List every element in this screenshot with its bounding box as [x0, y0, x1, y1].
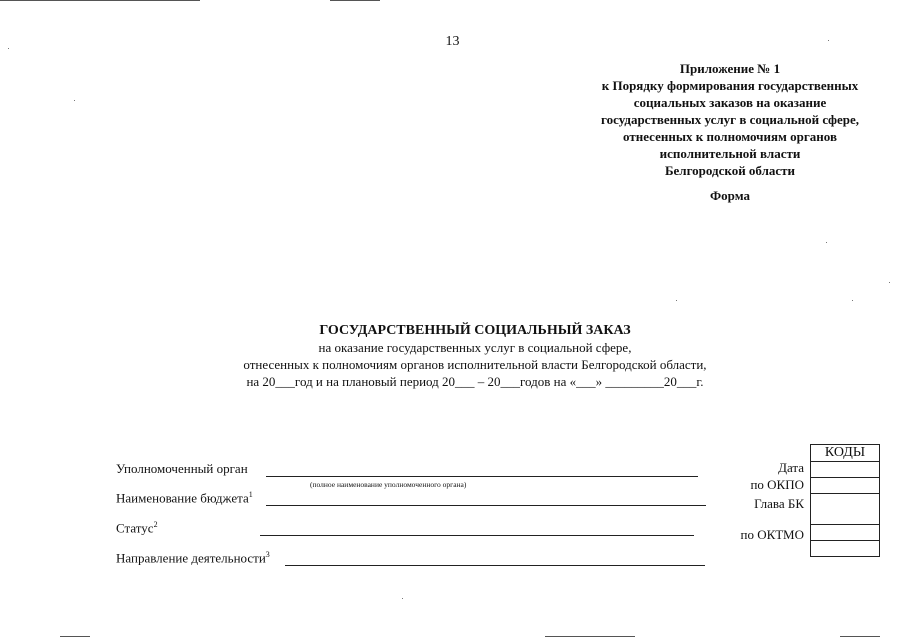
scan-speck — [676, 300, 677, 301]
codes-label-okpo: по ОКПО — [750, 477, 804, 492]
document-title-block — [150, 322, 800, 390]
document-title: ГОСУДАРСТВЕННЫЙ СОЦИАЛЬНЫЙ ЗАКАЗ — [319, 323, 631, 338]
title-line: на 20___год и на плановый период 20___ – 20___годов на «___» _________20___г. — [246, 374, 704, 389]
appendix-line: государственных услуг в социальной сфере, — [601, 112, 859, 127]
code-cell-okpo[interactable] — [811, 478, 880, 494]
appendix-line: Белгородской области — [664, 163, 796, 178]
scan-speck — [402, 598, 403, 599]
scan-speck — [826, 242, 827, 243]
authority-field-line[interactable] — [266, 476, 698, 477]
scan-speck — [74, 100, 75, 101]
codes-label-glava-bk: Глава БК — [754, 496, 804, 511]
code-cell-date[interactable] — [811, 462, 880, 478]
status-label: Статус$^2$ — [116, 520, 158, 536]
bottom-edge-line — [840, 636, 880, 637]
direction-field-line[interactable] — [285, 565, 705, 566]
codes-table — [810, 444, 880, 557]
page-number: 13 — [445, 34, 460, 49]
title-line: отнесенных к полномочиям органов исполнительной власти Белгородской области, — [243, 357, 707, 372]
authority-hint: (полное наименование уполномоченного органа) — [310, 480, 467, 489]
footnote-mark: 1 — [248, 490, 253, 499]
appendix-line: Приложение № 1 — [679, 61, 781, 76]
direction-label: Направление деятельности$^3$ — [116, 550, 270, 566]
top-edge-line — [0, 0, 200, 1]
code-cell-extra[interactable] — [811, 541, 880, 557]
bottom-edge-line — [545, 636, 635, 637]
footnote-mark: 2 — [153, 520, 158, 529]
footnote-mark: 3 — [265, 550, 270, 559]
appendix-line: социальных заказов на оказание — [633, 95, 827, 110]
appendix-line: к Порядку формирования государственных — [601, 78, 859, 93]
codes-header: КОДЫ — [811, 445, 880, 462]
code-cell-oktmo[interactable] — [811, 525, 880, 541]
title-line: на оказание государственных услуг в социальной сфере, — [318, 340, 632, 355]
appendix-header — [560, 60, 900, 179]
appendix-line: исполнительной власти — [659, 146, 801, 161]
authority-label: Уполномоченный орган — [116, 461, 248, 476]
codes-label-oktmo: по ОКТМО — [740, 527, 804, 542]
form-label: Форма — [710, 188, 750, 203]
bottom-edge-line — [60, 636, 90, 637]
codes-label-date: Дата — [778, 460, 804, 475]
code-cell-glava-bk[interactable] — [811, 494, 880, 525]
top-edge-line — [330, 0, 380, 1]
status-field-line[interactable] — [260, 535, 694, 536]
budget-label: Наименование бюджета$^1$ — [116, 490, 253, 506]
budget-field-line[interactable] — [266, 505, 706, 506]
appendix-line: отнесенных к полномочиям органов — [623, 129, 837, 144]
scan-speck — [852, 300, 853, 301]
scan-speck — [889, 282, 890, 283]
